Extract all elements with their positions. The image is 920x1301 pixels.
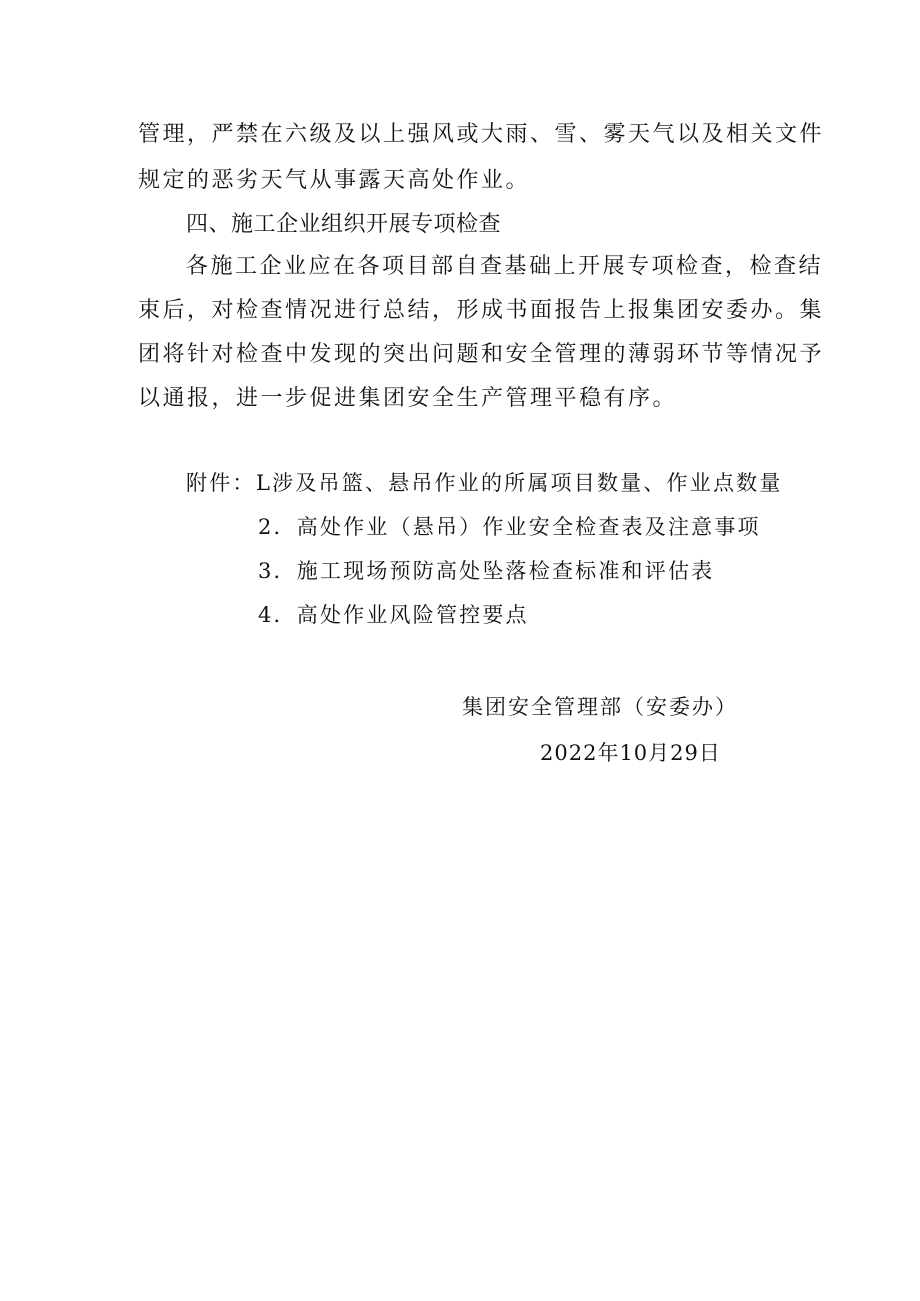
body-text-line: 管理，严禁在六级及以上强风或大雨、雪、雾天气以及相关文件 [138,122,825,147]
paragraph-line: 各施工企业应在各项目部自查基础上开展专项检查，检查结 [186,254,824,279]
signature-date: 2022年10月29日 [540,741,721,765]
attachment-item: L涉及吊篮、悬吊作业的所属项目数量、作业点数量 [256,471,783,495]
section-heading: 四、施工企业组织开展专项检查 [186,212,502,237]
paragraph-line: 束后，对检查情况进行总结，形成书面报告上报集团安委办。集 [138,298,825,323]
attachment-item: 3．施工现场预防高处坠落检查标准和评估表 [258,559,715,583]
attachment-item: 2．高处作业（悬吊）作业安全检查表及注意事项 [258,515,761,539]
signature-organization: 集团安全管理部（安委办） [462,695,738,719]
body-text-line: 规定的恶劣天气从事露天高处作业。 [138,168,531,193]
attachments-label: 附件： [186,471,256,495]
attachment-item: 4．高处作业风险管控要点 [258,603,529,627]
paragraph-line: 以通报，进一步促进集团安全生产管理平稳有序。 [138,386,678,411]
paragraph-line: 团将针对检查中发现的突出问题和安全管理的薄弱环节等情况予 [138,342,825,367]
